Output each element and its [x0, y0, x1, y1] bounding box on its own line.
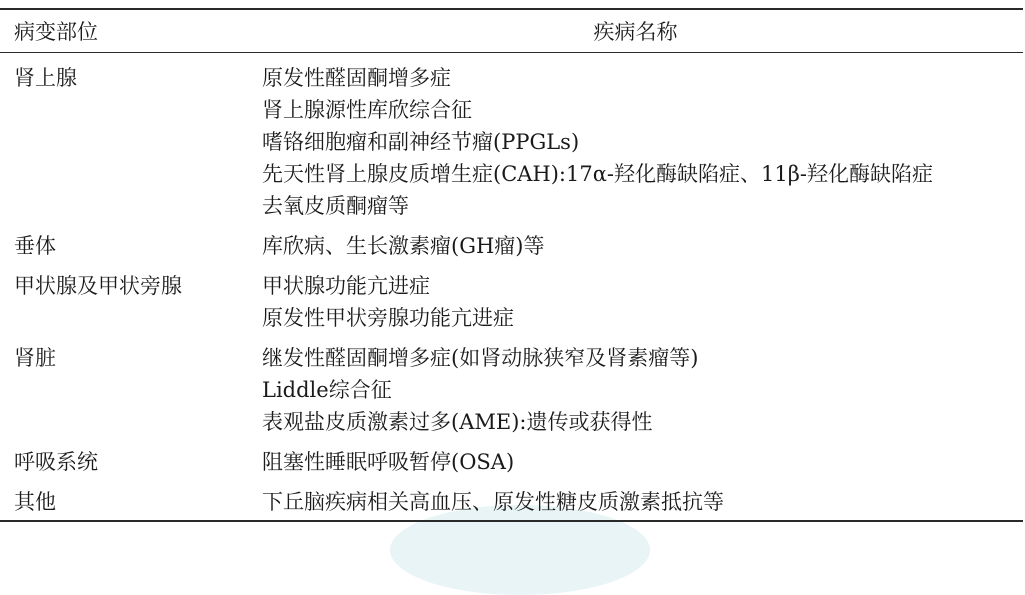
table-row: [0, 442, 1023, 482]
site-cell: 呼吸系统: [14, 450, 98, 474]
disease-cell: [248, 482, 1023, 521]
site-cell: 其他: [14, 490, 56, 514]
disease-cell: [248, 266, 1023, 338]
disease-cell: [248, 226, 1023, 266]
disease-item: 原发性醛固酮增多症: [262, 66, 451, 90]
disease-item: Liddle综合征: [262, 378, 392, 402]
disease-item: 下丘脑疾病相关高血压、原发性糖皮质激素抵抗等: [262, 490, 724, 514]
disease-cell: [248, 442, 1023, 482]
disease-cell: [248, 53, 1023, 227]
disease-cell: [248, 338, 1023, 442]
disease-item: 继发性醛固酮增多症(如肾动脉狭窄及肾素瘤等): [262, 346, 699, 370]
disease-item: 肾上腺源性库欣综合征: [262, 98, 472, 122]
site-cell: 甲状腺及甲状旁腺: [14, 274, 182, 298]
table-row: [0, 482, 1023, 521]
table-row: [0, 53, 1023, 227]
disease-item: 先天性肾上腺皮质增生症(CAH):17α-羟化酶缺陷症、11β-羟化酶缺陷症: [262, 162, 933, 186]
disease-item: 阻塞性睡眠呼吸暂停(OSA): [262, 450, 515, 474]
disease-item: 表观盐皮质激素过多(AME):遗传或获得性: [262, 410, 653, 434]
site-cell: 肾脏: [14, 346, 56, 370]
table-body: [0, 53, 1023, 522]
site-cell: 肾上腺: [14, 66, 77, 90]
disease-item: 嗜铬细胞瘤和副神经节瘤(PPGLs): [262, 130, 580, 154]
table-row: [0, 266, 1023, 338]
header-disease: 疾病名称: [593, 20, 678, 44]
disease-table: [0, 8, 1023, 522]
disease-item: 甲状腺功能亢进症: [262, 274, 430, 298]
table-row: [0, 338, 1023, 442]
disease-item: 库欣病、生长激素瘤(GH瘤)等: [262, 234, 545, 258]
table-header: [0, 9, 1023, 53]
site-cell: 垂体: [14, 234, 56, 258]
disease-item: 原发性甲状旁腺功能亢进症: [262, 306, 514, 330]
table-row: [0, 226, 1023, 266]
disease-item: 去氧皮质酮瘤等: [262, 194, 409, 218]
header-row: [0, 9, 1023, 53]
header-site: 病变部位: [14, 20, 98, 44]
